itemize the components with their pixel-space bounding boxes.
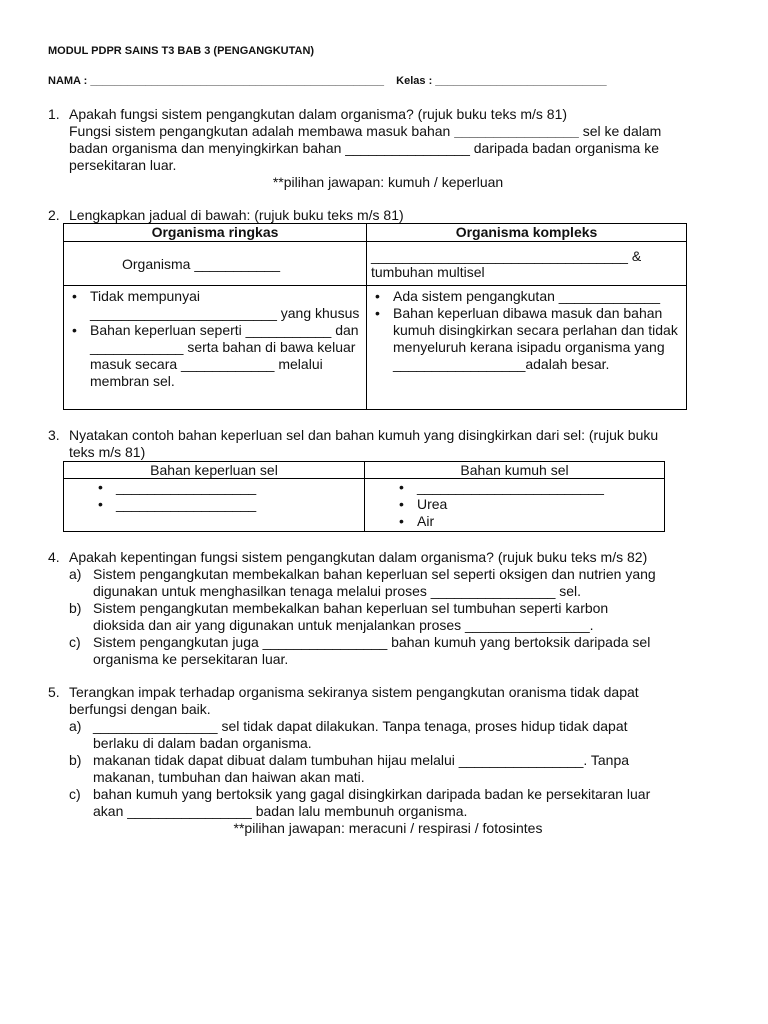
table-cell: [365, 479, 665, 532]
answer-choices-note: **pilihan jawapan: kumuh / keperluan: [272, 174, 504, 190]
sub-line: ________________ sel tidak dapat dilakukan. Tanpa tenaga, proses hidup tidak dapat: [93, 718, 628, 734]
question-number: 5.: [48, 684, 60, 700]
answer-blank[interactable]: ________________: [345, 140, 470, 156]
kelas-field[interactable]: ____________________________: [435, 75, 607, 87]
sub-line: makanan, tumbuhan dan haiwan akan mati.: [93, 769, 365, 785]
sub-question-a[interactable]: [69, 718, 728, 752]
list-item: • Urea: [417, 496, 660, 513]
sub-label: c): [69, 634, 81, 650]
question-number: 4.: [48, 549, 60, 565]
table-header: Organisma ringkas: [64, 224, 367, 242]
sub-label: a): [69, 566, 82, 582]
answer-line: [69, 123, 728, 140]
sub-question-b[interactable]: [69, 600, 728, 634]
list-item[interactable]: • Tidak mempunyai ________________________ yang khusus: [90, 288, 362, 322]
question-text: Lengkapkan jadual di bawah: (rujuk buku teks m/s 81): [69, 207, 404, 223]
answer-blank[interactable]: ________________: [454, 123, 579, 139]
question-text: Apakah kepentingan fungsi sistem pengangkutan dalam organisma? (rujuk buku teks m/s 82): [69, 549, 648, 565]
question-number: 3.: [48, 427, 60, 443]
question-3: [48, 427, 728, 461]
sub-question-a[interactable]: [69, 566, 728, 600]
organism-table: [63, 223, 687, 410]
answer-text: persekitaran luar.: [69, 157, 177, 173]
question-text: berfungsi dengan baik.: [69, 701, 211, 717]
answer-text: badan organisma dan menyingkirkan bahan: [69, 140, 346, 156]
materials-table: [63, 461, 665, 532]
answer-text: sel ke dalam: [578, 123, 662, 139]
sub-label: b): [69, 600, 82, 616]
sub-line: berlaku di dalam badan organisma.: [93, 735, 312, 751]
sub-label: b): [69, 752, 82, 768]
sub-line: akan ________________ badan lalu membunuh organisma.: [93, 803, 468, 819]
sub-line: Sistem pengangkutan membekalkan bahan keperluan sel seperti oksigen dan nutrien yang: [93, 566, 656, 582]
list-item: • Air: [417, 513, 660, 530]
cell-line: _________________________________ &: [371, 247, 642, 264]
question-2: [48, 207, 728, 224]
kelas-label: Kelas :: [396, 75, 433, 87]
answer-line: [69, 140, 728, 157]
question-text: Nyatakan contoh bahan keperluan sel dan bahan kumuh yang disingkirkan dari sel: (rujuk buku: [69, 427, 659, 443]
sub-line: digunakan untuk menghasilkan tenaga melalui proses ________________ sel.: [93, 583, 582, 599]
name-class-row: [48, 75, 607, 87]
list-item[interactable]: • __________________: [116, 496, 360, 513]
table-cell: [64, 286, 367, 410]
sub-line: Sistem pengangkutan juga ________________ bahan kumuh yang bertoksik daripada sel: [93, 634, 651, 650]
table-cell[interactable]: [367, 242, 687, 286]
list-item[interactable]: • Bahan keperluan seperti ___________ dan ____________ serta bahan di bawa keluar masuk secara ____________ melalui membran sel.: [90, 322, 362, 390]
question-text: Apakah fungsi sistem pengangkutan dalam organisma? (rujuk buku teks m/s 81): [69, 106, 568, 122]
nama-field[interactable]: ________________________________________________: [90, 75, 385, 87]
sub-question-c[interactable]: [69, 786, 728, 820]
question-4: [48, 549, 728, 668]
question-number: 1.: [48, 106, 60, 122]
question-5: [48, 684, 728, 837]
table-cell: [367, 286, 687, 410]
sub-line: Sistem pengangkutan membekalkan bahan keperluan sel tumbuhan seperti karbon: [93, 600, 609, 616]
answer-text: daripada badan organisma ke: [469, 140, 660, 156]
table-cell: [64, 479, 365, 532]
list-item[interactable]: • Bahan keperluan dibawa masuk dan bahan kumuh disingkirkan secara perlahan dan tidak menyeluruh kerana isipadu organisma yang _________________adalah besar.: [393, 305, 682, 373]
sub-line: organisma ke persekitaran luar.: [93, 651, 289, 667]
question-text: Terangkan impak terhadap organisma sekiranya sistem pengangkutan oranisma tidak dapat: [69, 684, 639, 700]
question-1: [48, 106, 728, 191]
sub-label: a): [69, 718, 82, 734]
sub-label: c): [69, 786, 81, 802]
list-item[interactable]: • ________________________: [417, 479, 660, 496]
question-number: 2.: [48, 207, 60, 223]
answer-choices-note: **pilihan jawapan: meracuni / respirasi / fotosintes: [233, 820, 543, 836]
list-item[interactable]: • __________________: [116, 479, 360, 496]
nama-label: NAMA :: [48, 75, 88, 87]
table-header: Organisma kompleks: [367, 224, 687, 242]
page-title: MODUL PDPR SAINS T3 BAB 3 (PENGANGKUTAN): [48, 45, 315, 57]
answer-text: Fungsi sistem pengangkutan adalah membawa masuk bahan: [69, 123, 455, 139]
sub-question-c[interactable]: [69, 634, 728, 668]
sub-line: bahan kumuh yang bertoksik yang gagal disingkirkan daripada badan ke persekitaran luar: [93, 786, 651, 802]
sub-line: dioksida dan air yang digunakan untuk menjalankan proses ________________.: [93, 617, 594, 633]
sub-question-b[interactable]: [69, 752, 728, 786]
table-header: Bahan kumuh sel: [365, 462, 665, 479]
cell-line: tumbuhan multisel: [371, 263, 485, 280]
question-text: teks m/s 81): [69, 444, 146, 460]
list-item[interactable]: • Ada sistem pengangkutan _____________: [393, 288, 682, 305]
table-header: Bahan keperluan sel: [64, 462, 365, 479]
table-cell[interactable]: Organisma ___________: [64, 242, 367, 286]
sub-line: makanan tidak dapat dibuat dalam tumbuhan hijau melalui ________________. Tanpa: [93, 752, 630, 768]
